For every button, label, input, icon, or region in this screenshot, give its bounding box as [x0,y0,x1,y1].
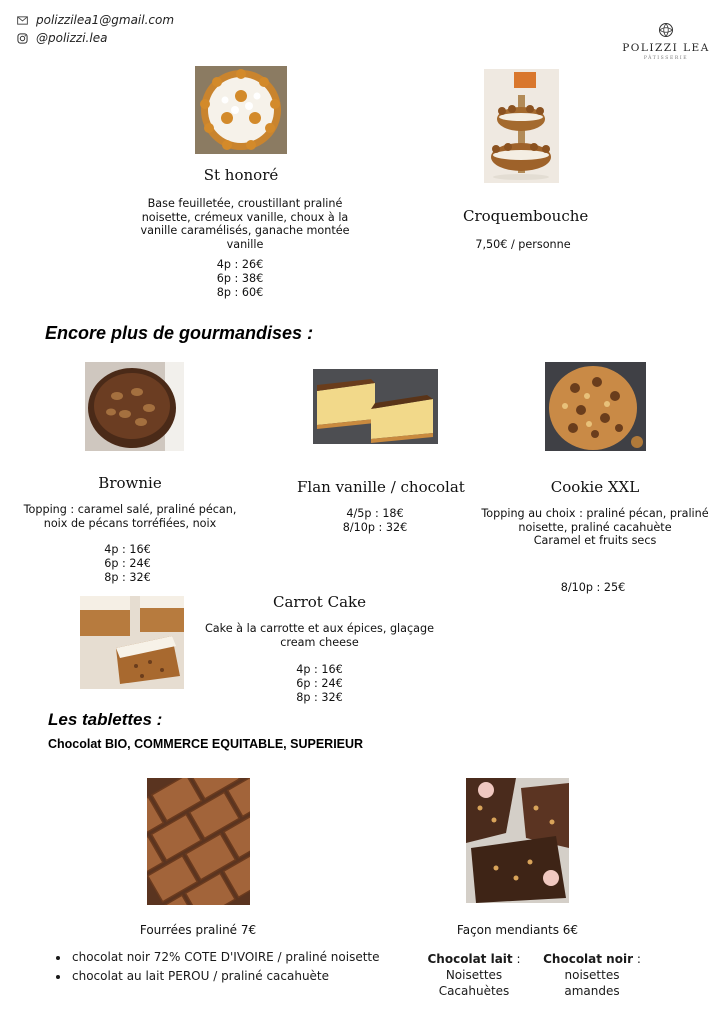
croquembouche-title: Croquembouche [463,207,589,225]
cookie-title: Cookie XXL [550,478,640,496]
price-line: 4/5p : 18€ [346,507,404,520]
price-line: 8p : 60€ [216,286,264,299]
brand-name: POLIZZI LEA [622,42,710,54]
croquembouche-price: 7,50€ / personne [475,238,571,251]
tablettes-subheading: Chocolat BIO, COMMERCE EQUITABLE, SUPERIEUR [48,737,364,751]
chocolat-lait-column [425,951,523,999]
list-item: Noisettes [445,968,503,982]
chocolat-noir-title: Chocolat noir [543,952,634,966]
chocolat-noir-sep: : [633,952,641,966]
flan-image [313,369,438,444]
cookie-price: 8/10p : 25€ [560,581,626,594]
fourrees-label: Fourrées praliné 7€ [139,923,257,937]
carrot-cake-title: Carrot Cake [273,593,366,611]
instagram-contact[interactable] [17,31,107,45]
croquembouche-image [484,69,559,183]
cookie-description [474,507,716,548]
price-line: 6p : 24€ [104,557,151,570]
st-honore-image [195,66,287,154]
price-line: 6p : 38€ [216,272,264,285]
email-contact[interactable] [17,13,174,27]
list-item: • chocolat au lait PEROU / praliné cacahuète [70,967,440,986]
brand-emblem-icon [658,22,674,38]
chocolat-lait-title: Chocolat lait [427,952,513,966]
list-item: Cacahuètes [438,984,510,998]
fourrees-image [147,778,250,905]
price-line: 4p : 26€ [216,258,264,271]
list-item: noisettes [564,968,620,982]
instagram-text: @polizzi.lea [36,31,108,45]
brand-logo [620,22,712,61]
brownie-prices [80,543,175,585]
brownie-description [12,503,248,530]
chocolat-noir-column [540,951,644,999]
flan-prices [330,507,420,535]
list-item: amandes [564,984,620,998]
email-text: polizzilea1@gmail.com [36,13,175,27]
flan-title: Flan vanille / chocolat [297,478,465,496]
desc-line: vanille caramélisés, ganache montée [140,224,350,237]
price-line: 8p : 32€ [104,571,151,584]
price-line: 6p : 24€ [296,677,343,690]
mail-icon [17,15,28,26]
st-honore-prices [190,258,290,300]
mendiants-image [466,778,569,903]
desc-line: Topping : caramel salé, praliné pécan, [23,503,237,516]
mendiants-label: Façon mendiants 6€ [456,923,579,937]
brownie-image [85,362,184,451]
carrot-cake-image [80,596,184,689]
list-item: • chocolat noir 72% COTE D'IVOIRE / praliné noisette [70,948,440,967]
section-heading-tablettes: Les tablettes : [48,710,163,729]
desc-line: Caramel et fruits secs [533,534,657,547]
desc-line: noisette, crémeux vanille, choux à la [141,210,349,224]
desc-line: noix de pécans torréfiées, noix [43,516,217,530]
desc-line: noisette, praliné cacahuète [518,520,672,534]
desc-line: vanille [226,237,264,251]
cookie-image [545,362,646,451]
fourrees-list [48,948,440,986]
carrot-cake-description [196,622,443,649]
brownie-title: Brownie [98,474,162,492]
desc-line: Topping au choix : praliné pécan, praliné [481,507,709,520]
section-heading-more: Encore plus de gourmandises : [45,323,314,343]
chocolat-lait-sep: : [512,952,521,966]
price-line: 8/10p : 32€ [342,521,408,534]
st-honore-title: St honoré [203,166,279,184]
st-honore-description [130,197,360,251]
price-line: 4p : 16€ [104,543,151,556]
desc-line: cream cheese [280,635,359,649]
instagram-icon [17,33,28,44]
carrot-cake-prices [272,663,367,705]
desc-line: Cake à la carrotte et aux épices, glaçage [204,622,434,635]
brand-subtitle: PÂTISSERIE [643,56,689,61]
price-line: 4p : 16€ [296,663,343,676]
desc-line: Base feuilletée, croustillant praliné [147,197,343,210]
price-line: 8p : 32€ [296,691,343,704]
